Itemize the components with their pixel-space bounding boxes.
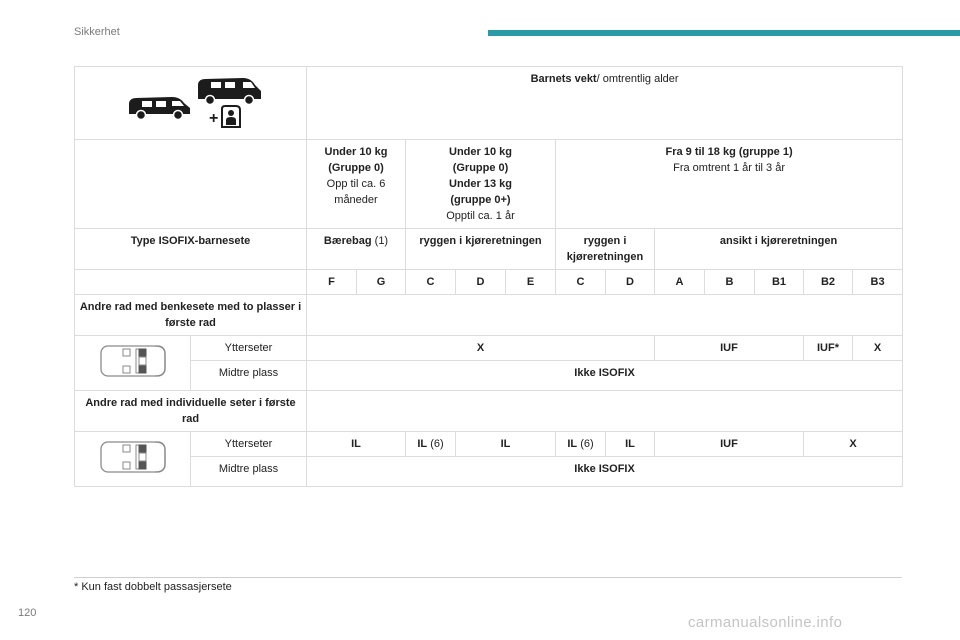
van-icon: [126, 93, 192, 121]
size-class-cell: G: [357, 270, 406, 295]
size-class-cell: E: [506, 270, 556, 295]
type-rear-facing-1: ryggen i kjøreretningen: [406, 229, 556, 270]
seat-value-cell: IUF*: [804, 336, 853, 361]
seat-layout-icon: [99, 440, 167, 474]
child-seat-icon: [208, 105, 244, 131]
seat-value-cell: IL (6): [406, 432, 456, 457]
isofix-table: [74, 66, 903, 487]
size-class-cell: C: [406, 270, 456, 295]
watermark: carmanualsonline.info: [688, 614, 843, 631]
seat-value-cell: X: [804, 432, 903, 457]
accent-bar: [488, 30, 960, 36]
footer-rule: [74, 577, 902, 578]
seat-value-cell: X: [307, 336, 655, 361]
size-class-cell: D: [456, 270, 506, 295]
type-carrycot: Bærebag (1): [307, 229, 406, 270]
seat-layout-cell: [75, 432, 191, 487]
section-title-bench: Andre rad med benkesete med to plasser i første rad: [75, 295, 307, 336]
size-class-cell: D: [606, 270, 655, 295]
isofix-type-label: Type ISOFIX-barnesete: [75, 229, 307, 270]
section-label: Sikkerhet: [74, 26, 120, 38]
seat-value-cell: IL: [606, 432, 655, 457]
seat-value-cell: Ikke ISOFIX: [307, 361, 903, 391]
size-class-cell: B3: [853, 270, 903, 295]
seat-value-cell: Ikke ISOFIX: [307, 457, 903, 487]
seat-value-cell: IL (6): [556, 432, 606, 457]
vehicle-icons-cell: [75, 67, 307, 140]
seat-value-cell: IUF: [655, 432, 804, 457]
type-forward-facing: ansikt i kjøreretningen: [655, 229, 903, 270]
svg-text:+: +: [209, 110, 219, 127]
seat-value-cell: IL: [307, 432, 406, 457]
van-icon: [195, 76, 263, 106]
middle-seat-label: Midtre plass: [191, 457, 307, 487]
size-class-cell: B1: [755, 270, 804, 295]
weight-age-header: Barnets vekt/ omtrentlig alder: [307, 67, 903, 140]
seat-value-cell: IUF: [655, 336, 804, 361]
type-rear-facing-2: ryggen i kjøreretningen: [556, 229, 655, 270]
seat-layout-icon: [99, 344, 167, 378]
group-0-plus: Under 10 kg (Gruppe 0) Under 13 kg (gruppe 0+) Opptil ca. 1 år: [406, 140, 556, 229]
group-0-carrycot: Under 10 kg (Gruppe 0) Opp til ca. 6 måneder: [307, 140, 406, 229]
footnote: * Kun fast dobbelt passasjersete: [74, 581, 232, 593]
seat-value-cell: X: [853, 336, 903, 361]
size-class-cell: B2: [804, 270, 853, 295]
group-1: Fra 9 til 18 kg (gruppe 1) Fra omtrent 1 år til 3 år: [556, 140, 903, 229]
seat-value-cell: IL: [456, 432, 556, 457]
size-class-cell: C: [556, 270, 606, 295]
size-class-cell: A: [655, 270, 705, 295]
outer-seat-label: Ytterseter: [191, 336, 307, 361]
seat-layout-cell: [75, 336, 191, 391]
section-title-individual: Andre rad med individuelle seter i første rad: [75, 391, 307, 432]
outer-seat-label: Ytterseter: [191, 432, 307, 457]
size-class-cell: B: [705, 270, 755, 295]
size-class-cell: F: [307, 270, 357, 295]
page-number: 120: [18, 607, 37, 619]
middle-seat-label: Midtre plass: [191, 361, 307, 391]
